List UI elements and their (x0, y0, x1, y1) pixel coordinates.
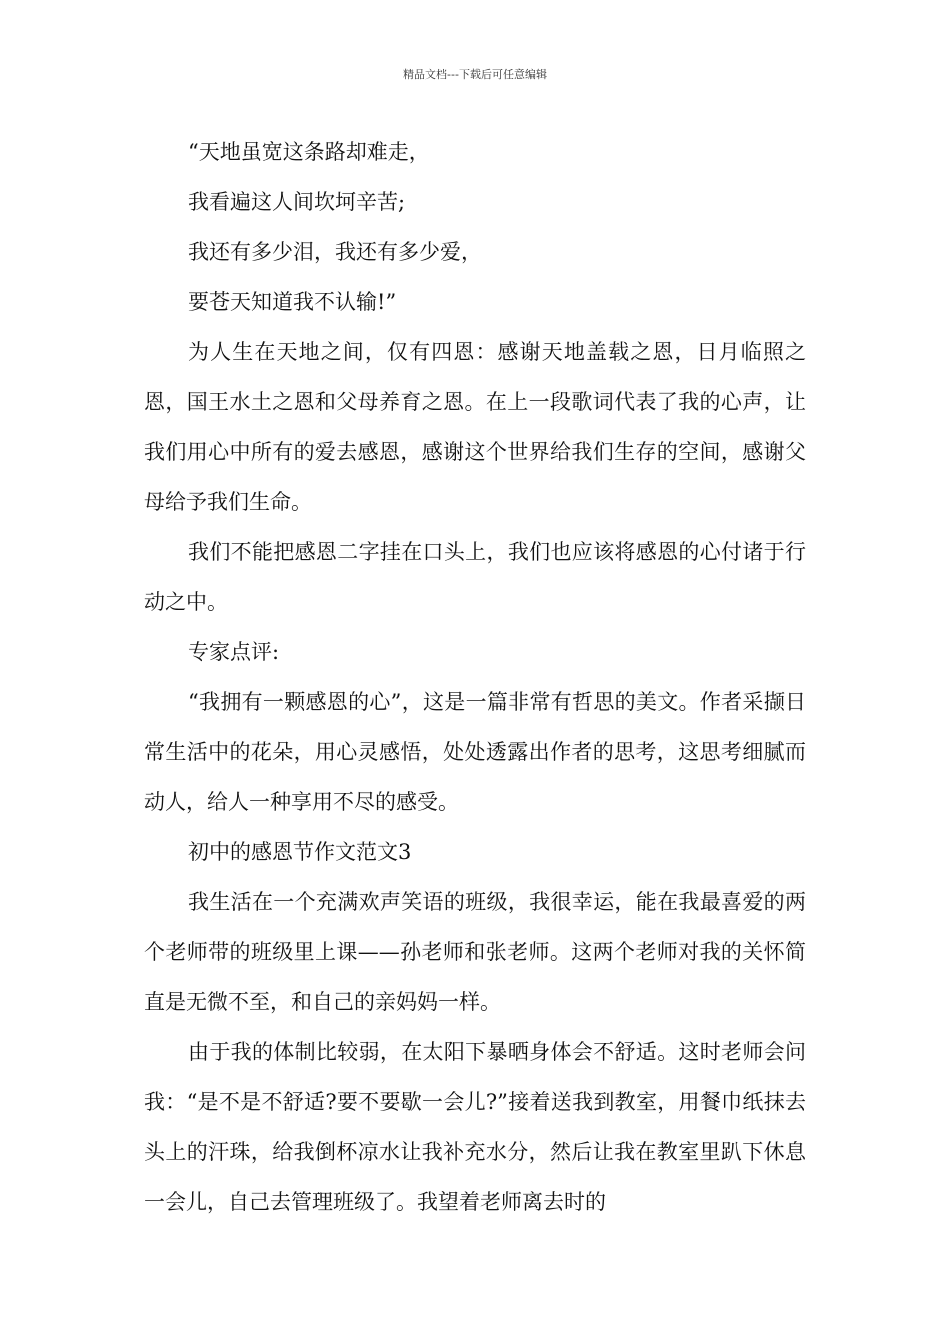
expert-review-text: “我拥有一颗感恩的心”，这是一篇非常有哲思的美文。作者采撷日常生活中的花朵，用心灵感悟，处处透露出作者的思考，这思考细腻而动人，给人一种享用不尽的感受。 (144, 690, 806, 814)
paragraph-class-intro: 我生活在一个充满欢声笑语的班级，我很幸运，能在我最喜爱的两个老师带的班级里上课——孙老师和张老师。这两个老师对我的关怀简直是无微不至，和自己的亲妈妈一样。 (144, 890, 806, 1014)
lyric-line-4: 要苍天知道我不认输!” (188, 290, 397, 314)
paragraph-gratitude-action: 我们不能把感恩二字挂在口头上，我们也应该将感恩的心付诸于行动之中。 (144, 540, 806, 614)
paragraph-four-graces: 为人生在天地之间，仅有四恩：感谢天地盖载之恩，日月临照之恩，国王水土之恩和父母养育之恩。在上一段歌词代表了我的心声，让我们用心中所有的爱去感恩，感谢这个世界给我们生存的空间，感谢父母给予我们生命。 (144, 340, 806, 514)
paragraph-teacher-care: 由于我的体制比较弱，在太阳下暴晒身体会不舒适。这时老师会问我：“是不是不舒适?要不要歇一会儿?”接着送我到教室，用餐巾纸抹去头上的汗珠，给我倒杯凉水让我补充水分，然后让我在教室里趴下休息一会儿，自己去管理班级了。我望着老师离去时的 (144, 1040, 806, 1214)
page-header: 精品文档---下载后可任意编辑 (403, 68, 547, 81)
lyric-line-1: “天地虽宽这条路却难走， (188, 140, 430, 164)
lyric-line-3: 我还有多少泪，我还有多少爱， (188, 240, 482, 264)
expert-review-heading: 专家点评: (188, 640, 280, 664)
lyric-line-2: 我看遍这人间坎坷辛苦; (188, 190, 406, 214)
section-title: 初中的感恩节作文范文3 (188, 840, 412, 864)
document-body (144, 127, 806, 1227)
